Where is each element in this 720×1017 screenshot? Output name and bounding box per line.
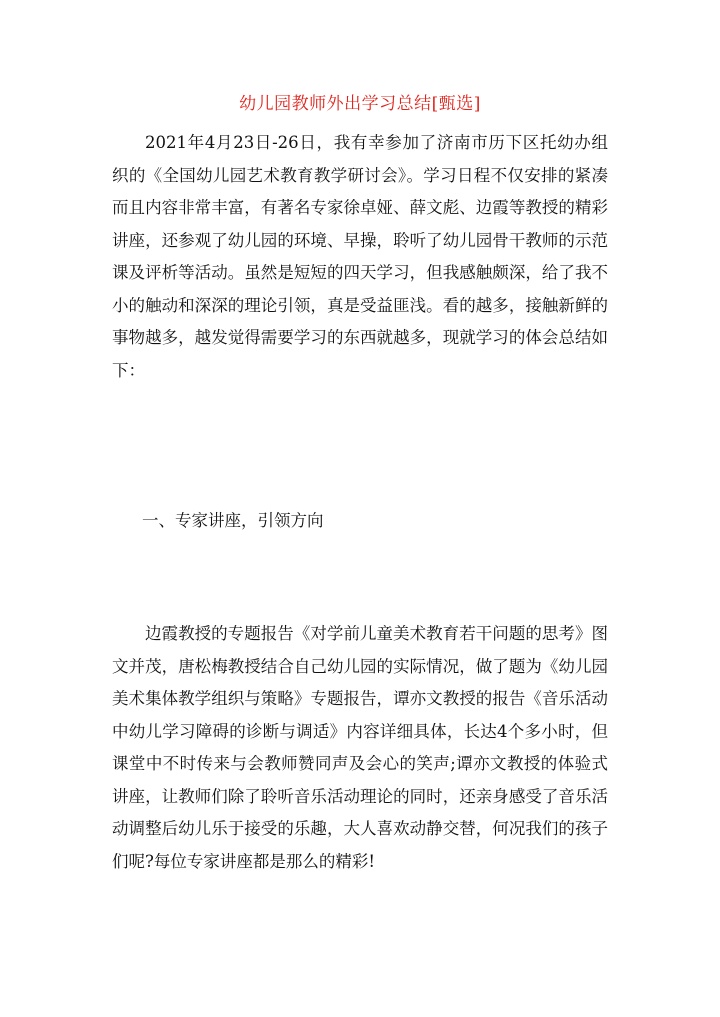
expert-lecture-paragraph: 边霞教授的专题报告《对学前儿童美术教育若干问题的思考》图文并茂，唐松梅教授结合自己幼儿园的实际情况，做了题为《幼儿园美术集体教学组织与策略》专题报告，谭亦文教授的报告《音乐活动中幼儿学习障碍的诊断与调适》内容详细具体，长达4个多小时，但课堂中不时传来与会教师赞同声及会心的笑声;谭亦文教授的体验式讲座，让教师们除了聆听音乐活动理论的同时，还亲身感受了音乐活动调整后幼儿乐于接受的乐趣，大人喜欢动静交替，何况我们的孩子们呢?每位专家讲座都是那么的精彩! — [112, 624, 608, 871]
intro-paragraph: 2021年4月23日-26日，我有幸参加了济南市历下区托幼办组织的《全国幼儿园艺术教育教学研讨会》。学习日程不仅安排的紧凑而且内容非常丰富，有著名专家徐卓娅、薛文彪、边霞等教授的精彩讲座，还参观了幼儿园的环境、早操，聆听了幼儿园骨干教师的示范课及评析等活动。虽然是短短的四天学习，但我感触颇深，给了我不小的触动和深深的理论引领，真是受益匪浅。看的越多，接触新鲜的事物越多，越发觉得需要学习的东西就越多，现就学习的体会总结如下： — [112, 133, 608, 380]
section-heading: 一、专家讲座，引领方向 — [142, 511, 324, 530]
document-title: 幼儿园教师外出学习总结[甄选] — [239, 94, 481, 114]
